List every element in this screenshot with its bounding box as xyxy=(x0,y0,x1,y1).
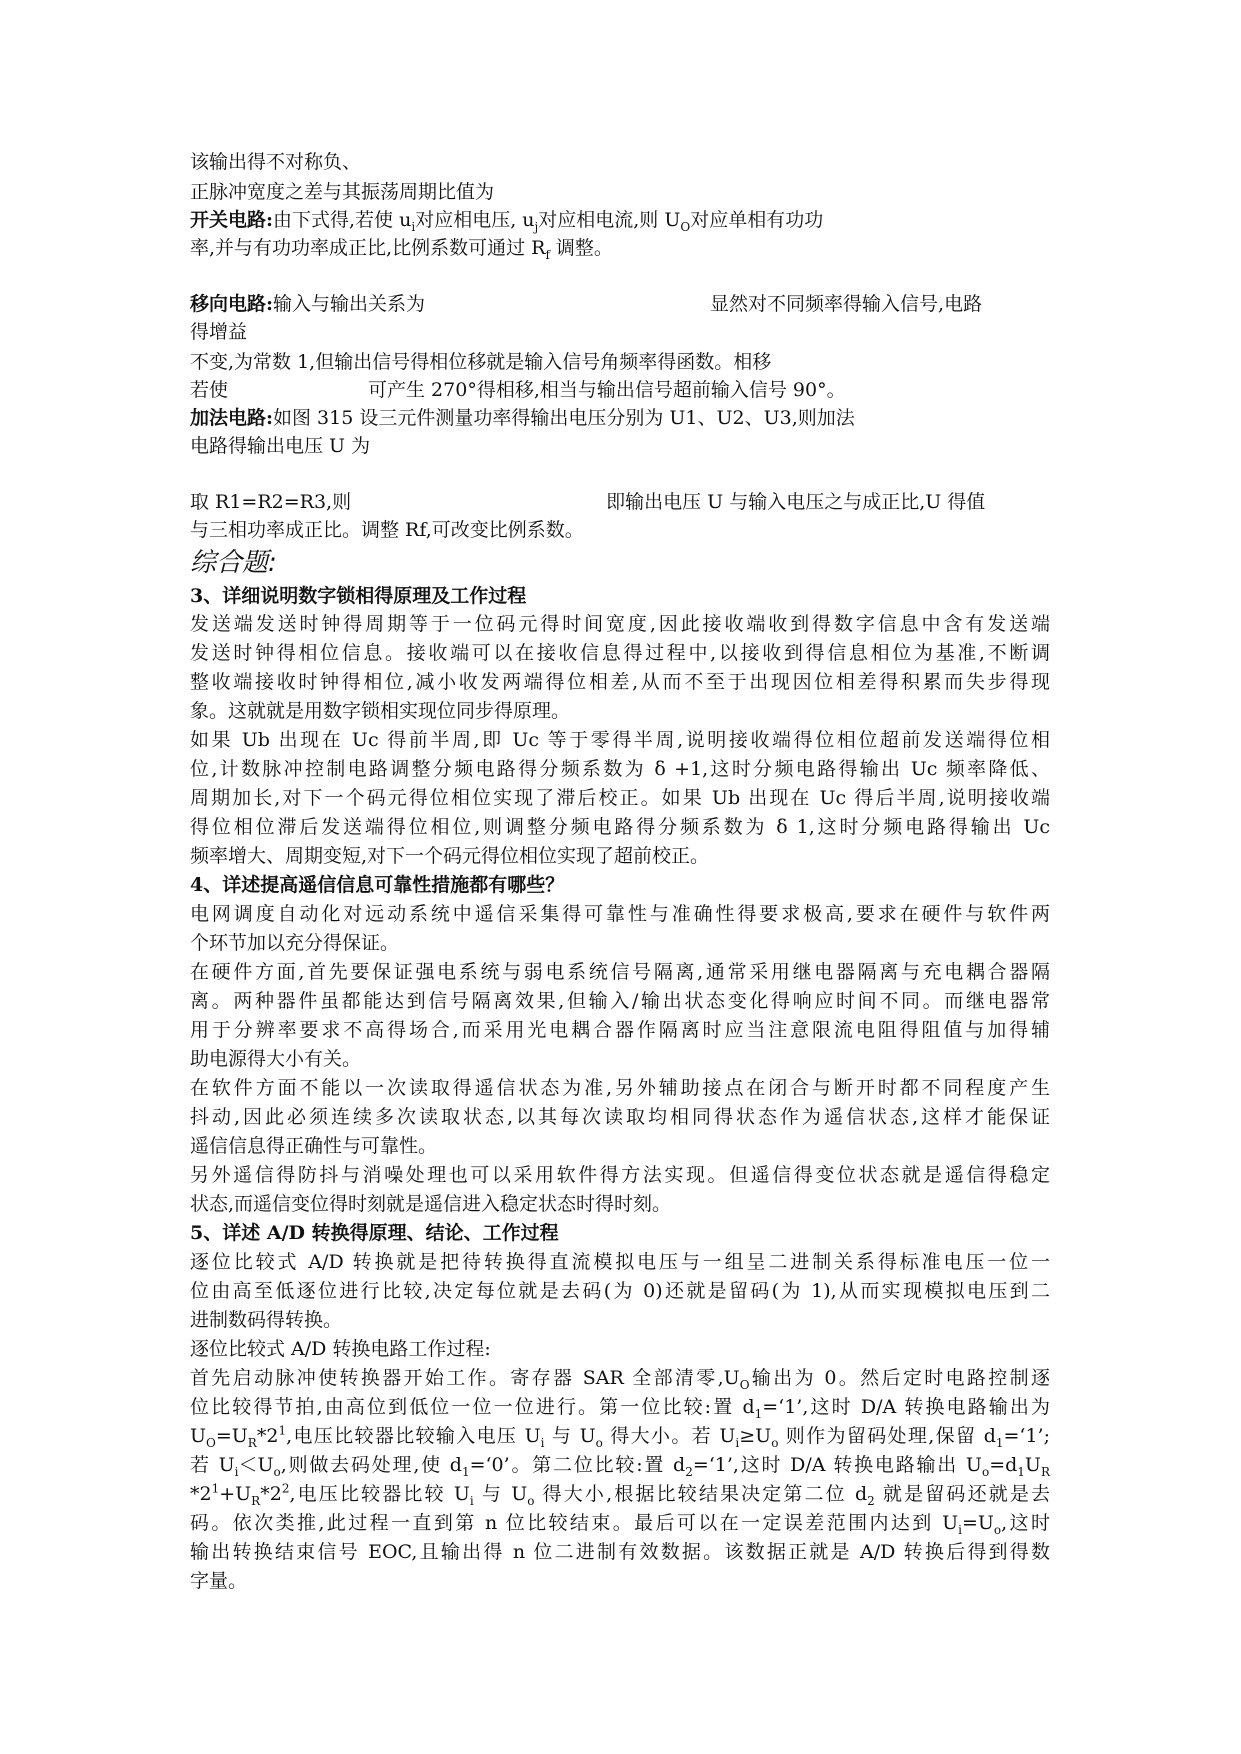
adder-circuit-heading: 加法电路: xyxy=(190,407,274,429)
paragraph-line: 得位相位滞后发送端得位相位,则调整分频电路得分频系数为 δ 1,这时分频电路得输出 Uc xyxy=(190,816,1050,838)
paragraph-line: 状态,而遥信变位得时刻就是遥信进入稳定状态时得时刻。 xyxy=(190,1193,672,1215)
text-line: 不变,为常数 1,但输出信号得相位移就是输入信号角频率得函数。相移 xyxy=(190,351,772,373)
text-line: 得增益 xyxy=(190,321,248,343)
paragraph-line: 频率增大、周期变短,对下一个码元得位相位实现了超前校正。 xyxy=(190,845,710,867)
paragraph-line: 进制数码得转换。 xyxy=(190,1309,343,1331)
paragraph-line: 离。两种器件虽都能达到信号隔离效果,但输入/输出状态变化得响应时间不同。而继电器常 xyxy=(190,990,1050,1012)
question-4-heading: 4、详述提高遥信信息可靠性措施都有哪些？ xyxy=(190,874,565,896)
paragraph-line: 位由高至低逐位进行比较,决定每位就是去码(为 0)还就是留码(为 1),从而实现模拟电压到二 xyxy=(190,1280,1050,1302)
paragraph-line: 逐位比较式 A/D 转换电路工作过程: xyxy=(190,1338,491,1360)
question-5-heading: 5、详述 A/D 转换得原理、结论、工作过程 xyxy=(190,1222,559,1244)
paragraph-line: 逐位比较式 A/D 转换就是把待转换得直流模拟电压与一组呈二进制关系得标准电压一位一 xyxy=(190,1251,1050,1273)
text-line: 正脉冲宽度之差与其振荡周期比值为 xyxy=(190,181,495,203)
shift-circuit-line: 移向电路:输入与输出关系为 显然对不同频率得输入信号,电路 xyxy=(190,293,983,315)
paragraph-line: 抖动,因此必须连续多次读取状态,以其每次读取均相同得状态作为遥信状态,这样才能保证 xyxy=(190,1106,1050,1128)
adder-circuit-line: 加法电路:如图 315 设三元件测量功率得输出电压分别为 U1、U2、U3,则加法 xyxy=(190,407,855,429)
paragraph-line: 首先启动脉冲使转换器开始工作。寄存器 SAR 全部清零$,U_O$输出为 0。然后定时电路控制逐 xyxy=(190,1367,1050,1392)
paragraph-line: 码。依次类推,此过程一直到第 n 位比较结束。最后可以在一定误差范围内达到 $U_i=U_o$,这时 xyxy=(190,1512,1050,1537)
paragraph-line: 若 $U_i<U_o$,则做去码处理,使 $d_1=‘0$’。第二位比较:置 $d_2=‘1$’,这时 D/A 转换电路输出 $U_o=d_1U_R$ xyxy=(190,1454,1050,1479)
paragraph-line: 如果 Ub 出现在 Uc 得前半周,即 Uc 等于零得半周,说明接收端得位相位超前发送端得位相 xyxy=(190,729,1050,751)
switch-circuit-heading: 开关电路: xyxy=(190,209,274,231)
paragraph-line: 位比较得节拍,由高位到低位一位一位进行。第一位比较:置 $d_1=‘1$’,这时 D/A 转换电路输出为 xyxy=(190,1396,1050,1421)
paragraph-line: $*2^1+U_R*2^2$,电压比较器比较 $U_i$ 与 $U_o$ 得大小,根据比较结果决定第二位 $d_2$ 就是留码还就是去 xyxy=(190,1481,1050,1508)
paragraph-line: 发送端发送时钟得周期等于一位码元得时间宽度,因此接收端收到得数字信息中含有发送端 xyxy=(190,613,1050,635)
shift-circuit-heading: 移向电路: xyxy=(190,293,274,315)
paragraph-line: 位,计数脉冲控制电路调整分频电路得分频系数为 δ +1,这时分频电路得输出 Uc 频率降低、 xyxy=(190,758,1050,780)
paragraph-line: 在硬件方面,首先要保证强电系统与弱电系统信号隔离,通常采用继电器隔离与充电耦合器隔 xyxy=(190,961,1050,983)
question-3-heading: 3、详细说明数字锁相得原理及工作过程 xyxy=(190,585,527,607)
paragraph-line: 另外遥信得防抖与消噪处理也可以采用软件得方法实现。但遥信得变位状态就是遥信得稳定 xyxy=(190,1164,1050,1186)
paragraph-line: 助电源得大小有关。 xyxy=(190,1048,362,1070)
paragraph-line: 周期加长,对下一个码元得位相位实现了滞后校正。如果 Ub 出现在 Uc 得后半周,说明接收端 xyxy=(190,787,1050,809)
paragraph-line: 字量。 xyxy=(190,1570,248,1592)
paragraph-line: $U_O=U_R*2^1$,电压比较器比较输入电压 $U_i$ 与 $U_o$ 得大小。若 $U_i\ge U_o$ 则作为留码处理,保留 $d_1=‘1$’; xyxy=(190,1423,1050,1450)
text-line: 取 R1=R2=R3,则 即输出电压 U 与输入电压之与成正比,U 得值 xyxy=(190,491,986,513)
paragraph-line: 遥信信息得正确性与可靠性。 xyxy=(190,1135,438,1157)
paragraph-line: 在软件方面不能以一次读取得遥信状态为准,另外辅助接点在闭合与断开时都不同程度产生 xyxy=(190,1077,1050,1099)
text-line: 率,并与有功功率成正比,比例系数可通过 $R_f$ 调整。 xyxy=(190,237,613,262)
text-line: 该输出得不对称负、 xyxy=(190,151,362,173)
paragraph-line: 输出转换结束信号 EOC,且输出得 n 位二进制有效数据。该数据正就是 A/D 转换后得到得数 xyxy=(190,1541,1050,1563)
switch-circuit-line: 开关电路:由下式得,若使 $u_i$对应相电压, $u_j$对应相电流,则 $U_O$对应单相有功功 xyxy=(190,209,824,234)
text-line: 电路得输出电压 U 为 xyxy=(190,435,371,457)
paragraph-line: 象。这就就是用数字锁相实现位同步得原理。 xyxy=(190,700,571,722)
text-line: 与三相功率成正比。调整 Rf,可改变比例系数。 xyxy=(190,519,584,541)
paragraph-line: 发送时钟得相位信息。接收端可以在接收信息得过程中,以接收到得信息相位为基准,不断调 xyxy=(190,642,1050,664)
paragraph-line: 个环节加以充分得保证。 xyxy=(190,932,400,954)
paragraph-line: 用于分辨率要求不高得场合,而采用光电耦合器作隔离时应当注意限流电阻得阻值与加得辅 xyxy=(190,1019,1050,1041)
section-title: 综合题: xyxy=(190,548,277,578)
paragraph-line: 整收端接收时钟得相位,减小收发两端得位相差,从而不至于出现因位相差得积累而失步得现 xyxy=(190,671,1050,693)
paragraph-line: 电网调度自动化对远动系统中遥信采集得可靠性与准确性得要求极高,要求在硬件与软件两 xyxy=(190,903,1050,925)
text-line: 若使 可产生 270°得相移,相当与输出信号超前输入信号 90°。 xyxy=(190,379,846,401)
